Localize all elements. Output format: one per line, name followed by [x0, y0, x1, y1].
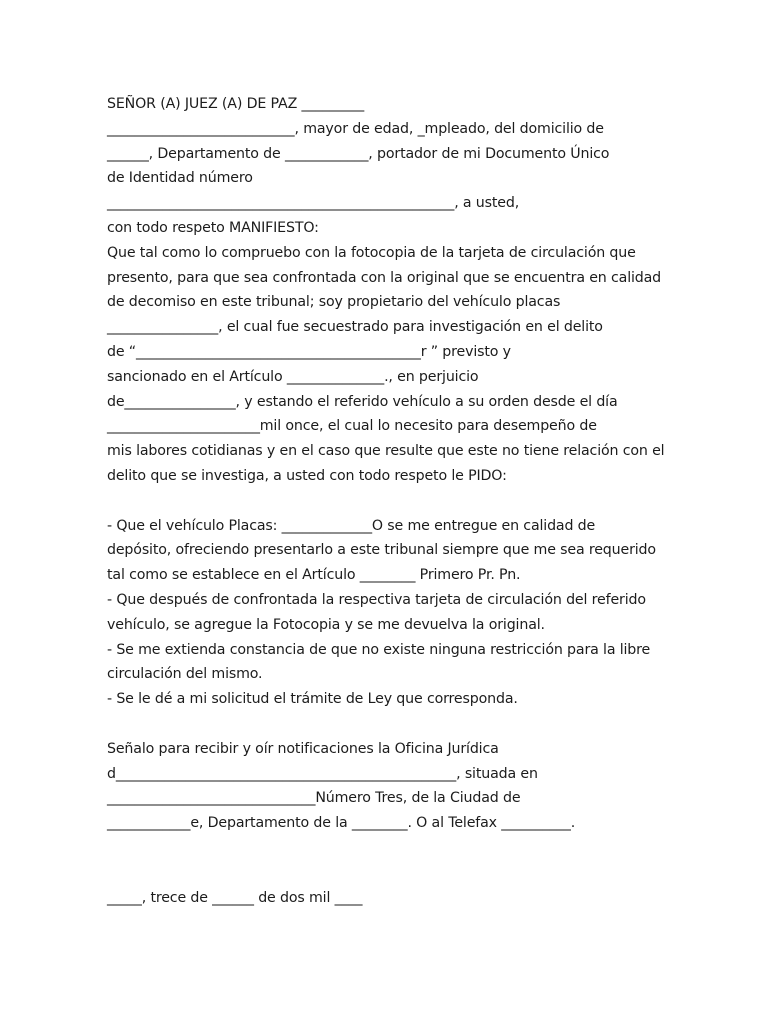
- document-line: presento, para que sea confrontada con la original que se encuentra en calidad: [107, 269, 662, 286]
- document-line: d_________________________________________________, situada en: [107, 765, 538, 782]
- document-line: ______________________mil once, el cual lo necesito para desempeño de: [107, 418, 597, 435]
- document-line: ____________e, Departamento de la ________. O al Telefax __________.: [107, 815, 576, 832]
- document-line: Que tal como lo compruebo con la fotocopia de la tarjeta de circulación que: [107, 244, 636, 261]
- document-line: de “_________________________________________r ” previsto y: [107, 343, 511, 360]
- document-line: de decomiso en este tribunal; soy propietario del vehículo placas: [107, 294, 561, 311]
- document-line: depósito, ofreciendo presentarlo a este tribunal siempre que me sea requerido: [107, 542, 656, 559]
- document-line: de________________, y estando el referido vehículo a su orden desde el día: [107, 393, 618, 410]
- document-line: vehículo, se agregue la Fotocopia y se me devuelva la original.: [107, 616, 545, 633]
- document-line: __________________________________________________, a usted,: [107, 195, 520, 212]
- document-line: - Que después de confrontada la respectiva tarjeta de circulación del referido: [107, 591, 646, 608]
- document-line: - Que el vehículo Placas: _____________O se me entregue en calidad de: [107, 517, 596, 534]
- document-line: con todo respeto MANIFIESTO:: [107, 219, 319, 236]
- document-line: - Se me extienda constancia de que no existe ninguna restricción para la libre: [107, 641, 651, 658]
- blank-line: [107, 489, 667, 514]
- document-line: Señalo para recibir y oír notificaciones la Oficina Jurídica: [107, 740, 499, 757]
- document-line: circulación del mismo.: [107, 666, 263, 683]
- document-line: ______, Departamento de ____________, portador de mi Documento Único: [107, 145, 610, 162]
- document-line: ___________________________, mayor de edad, _mpleado, del domicilio de: [107, 120, 604, 137]
- document-line: tal como se establece en el Artículo ________ Primero Pr. Pn.: [107, 567, 521, 584]
- document-line: sancionado en el Artículo ______________., en perjuicio: [107, 368, 479, 385]
- document-line: _____, trece de ______ de dos mil ____: [107, 889, 363, 906]
- blank-line: [107, 836, 667, 861]
- document-line: SEÑOR (A) JUEZ (A) DE PAZ _________: [107, 96, 365, 112]
- document-line: mis labores cotidianas y en el caso que resulte que este no tiene relación con el: [107, 443, 665, 460]
- document-line: delito que se investiga, a usted con todo respeto le PIDO:: [107, 467, 507, 484]
- blank-line: [107, 712, 667, 737]
- document-body: [107, 92, 667, 910]
- document-line: - Se le dé a mi solicitud el trámite de Ley que corresponda.: [107, 691, 518, 708]
- document-line: ________________, el cual fue secuestrado para investigación en el delito: [107, 319, 603, 336]
- blank-line: [107, 861, 667, 886]
- document-line: de Identidad número: [107, 170, 253, 187]
- document-line: ______________________________Número Tres, de la Ciudad de: [107, 790, 521, 807]
